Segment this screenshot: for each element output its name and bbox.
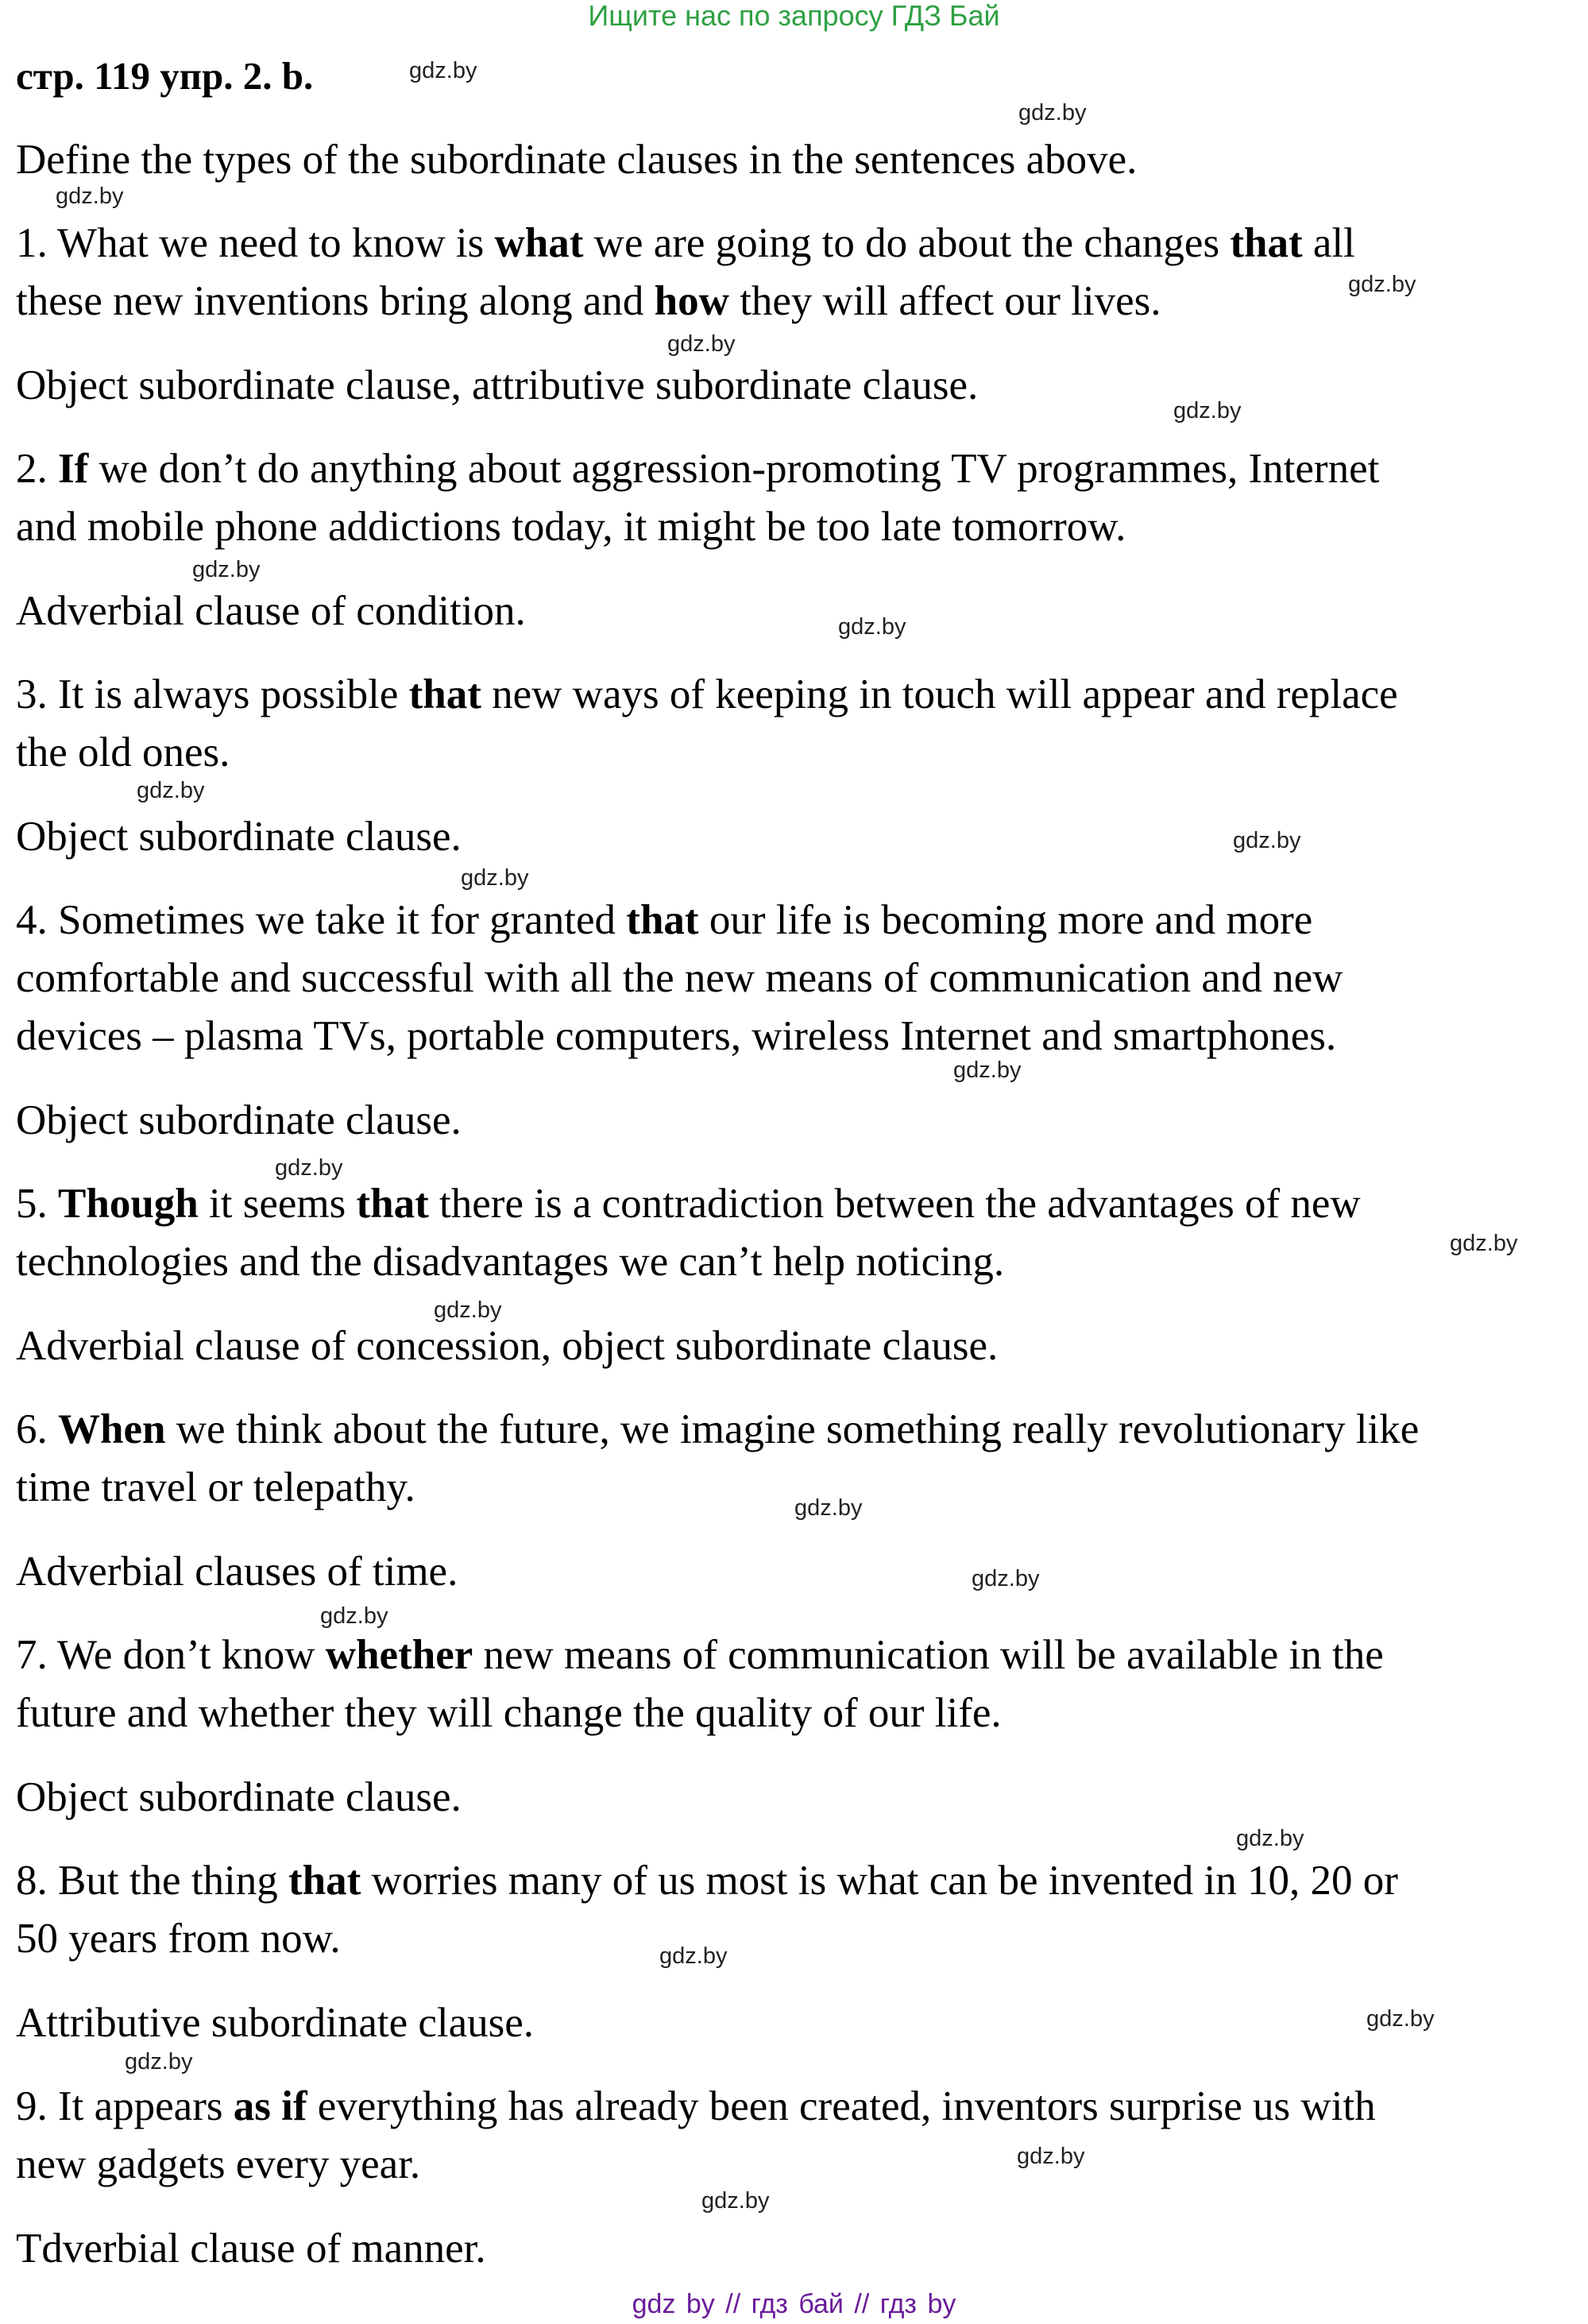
watermark: gdz.by: [667, 331, 736, 357]
sentence-8-line-1: 8. But the thing that worries many of us most is what can be invented in 10, 20 or: [16, 1858, 1398, 1904]
watermark: gdz.by: [434, 1297, 502, 1323]
watermark: gdz.by: [659, 1943, 728, 1969]
watermark: gdz.by: [1173, 398, 1242, 423]
watermark: gdz.by: [125, 2049, 193, 2075]
answer-5: Adverbial clause of concession, object subordinate clause.: [16, 1323, 999, 1369]
watermark: gdz.by: [838, 614, 906, 640]
watermark: gdz.by: [1236, 1826, 1304, 1851]
watermark: gdz.by: [320, 1603, 388, 1629]
answer-7: Object subordinate clause.: [16, 1774, 462, 1820]
sentence-3-line-2: the old ones.: [16, 729, 230, 775]
page-title: стр. 119 упр. 2. b.: [16, 54, 314, 98]
watermark: gdz.by: [1017, 2144, 1085, 2169]
answer-8: Attributive subordinate clause.: [16, 2000, 535, 2046]
watermark: gdz.by: [1348, 272, 1416, 297]
answer-3: Object subordinate clause.: [16, 814, 462, 860]
watermark: gdz.by: [1233, 828, 1301, 853]
watermark: gdz.by: [192, 557, 261, 582]
watermark: gdz.by: [275, 1155, 343, 1181]
answer-6: Adverbial clauses of time.: [16, 1549, 458, 1595]
sentence-8-line-2: 50 years from now.: [16, 1916, 341, 1962]
watermark: gdz.by: [1366, 2006, 1435, 2032]
sentence-6-line-1: 6. When we think about the future, we imagine something really revolutionary like: [16, 1406, 1420, 1452]
sentence-1-line-1: 1. What we need to know is what we are going to do about the changes that all: [16, 220, 1355, 266]
watermark: gdz.by: [461, 865, 529, 891]
answer-2: Adverbial clause of condition.: [16, 588, 526, 634]
sentence-2-line-2: and mobile phone addictions today, it might be too late tomorrow.: [16, 504, 1126, 550]
sentence-4-line-3: devices – plasma TVs, portable computers, wireless Internet and smartphones.: [16, 1013, 1337, 1059]
watermark: gdz.by: [972, 1566, 1040, 1591]
sentence-3-line-1: 3. It is always possible that new ways of keeping in touch will appear and replace: [16, 671, 1398, 717]
watermark: gdz.by: [701, 2188, 770, 2214]
watermark: gdz.by: [953, 1058, 1022, 1083]
sentence-1-line-2: these new inventions bring along and how they will affect our lives.: [16, 278, 1161, 324]
sentence-6-line-2: time travel or telepathy.: [16, 1464, 415, 1510]
sentence-7-line-1: 7. We don’t know whether new means of communication will be available in the: [16, 1632, 1384, 1678]
sentence-9-line-2: new gadgets every year.: [16, 2141, 421, 2187]
sentence-4-line-2: comfortable and successful with all the new means of communication and new: [16, 955, 1343, 1001]
sentence-2-line-1: 2. If we don’t do anything about aggression-promoting TV programmes, Internet: [16, 446, 1380, 492]
watermark: gdz.by: [56, 184, 124, 209]
task-text: Define the types of the subordinate clauses in the sentences above.: [16, 137, 1138, 183]
sentence-7-line-2: future and whether they will change the quality of our life.: [16, 1690, 1002, 1736]
watermark: gdz.by: [1018, 100, 1087, 126]
sentence-9-line-1: 9. It appears as if everything has already been created, inventors surprise us with: [16, 2083, 1376, 2129]
watermark: gdz.by: [409, 58, 477, 83]
sentence-5-line-2: technologies and the disadvantages we can’t help noticing.: [16, 1239, 1005, 1285]
watermark: gdz.by: [137, 778, 205, 803]
watermark: gdz.by: [1450, 1231, 1518, 1256]
sentence-4-line-1: 4. Sometimes we take it for granted that our life is becoming more and more: [16, 897, 1313, 943]
footer-links: gdz by // гдз бай // гдз by: [632, 2289, 956, 2319]
top-banner: Ищите нас по запросу ГДЗ Бай: [588, 0, 1000, 32]
answer-9: Tdverbial clause of manner.: [16, 2225, 486, 2272]
watermark: gdz.by: [794, 1495, 863, 1521]
answer-1: Object subordinate clause, attributive subordinate clause.: [16, 362, 979, 408]
sentence-5-line-1: 5. Though it seems that there is a contradiction between the advantages of new: [16, 1181, 1361, 1227]
answer-4: Object subordinate clause.: [16, 1097, 462, 1143]
